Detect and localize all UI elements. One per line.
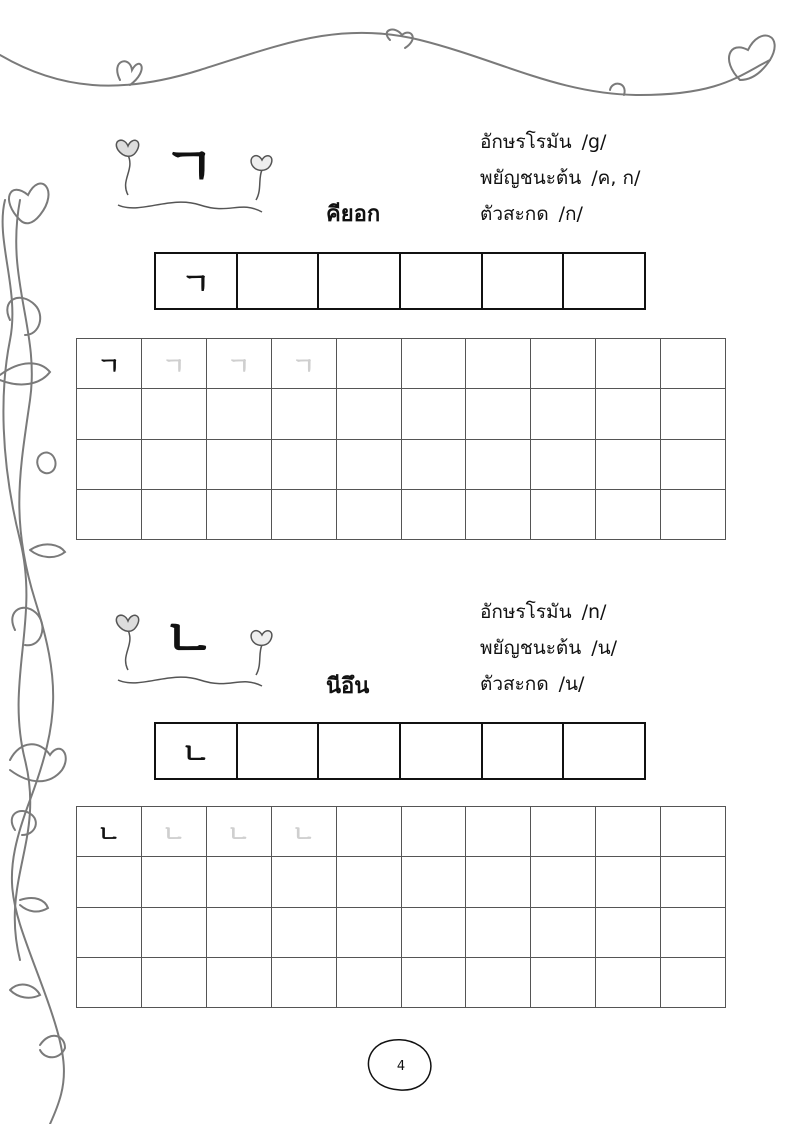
romanization-value: /g/	[581, 131, 607, 153]
grid-cell[interactable]	[402, 339, 467, 389]
box-cell[interactable]	[319, 254, 401, 308]
grid-cell[interactable]	[142, 857, 207, 907]
box-cell[interactable]	[564, 254, 644, 308]
grid-cell[interactable]	[596, 339, 661, 389]
grid-cell[interactable]	[337, 958, 402, 1008]
grid-cell-trace[interactable]: ㄱ	[272, 339, 337, 389]
grid-cell[interactable]	[596, 389, 661, 439]
grid-cell[interactable]	[466, 339, 531, 389]
grid-cell-example: ㄴ	[77, 807, 142, 857]
section-1-letter: ㄱ	[163, 135, 216, 198]
grid-cell[interactable]	[207, 958, 272, 1008]
grid-cell[interactable]	[531, 958, 596, 1008]
grid-cell[interactable]	[207, 857, 272, 907]
grid-cell[interactable]	[596, 908, 661, 958]
section-2-box-row	[154, 722, 646, 780]
grid-cell[interactable]	[402, 807, 467, 857]
grid-cell[interactable]	[466, 490, 531, 540]
grid-cell[interactable]	[142, 389, 207, 439]
box-cell-example: ㄱ	[156, 254, 238, 308]
section-2-info	[480, 594, 617, 702]
grid-cell-example: ㄱ	[77, 339, 142, 389]
grid-cell-trace[interactable]: ㄱ	[207, 339, 272, 389]
grid-cell-trace[interactable]: ㄴ	[207, 807, 272, 857]
grid-cell[interactable]	[337, 807, 402, 857]
romanization-label: อักษรโรมัน	[480, 601, 572, 623]
grid-cell[interactable]	[466, 389, 531, 439]
grid-cell[interactable]	[337, 857, 402, 907]
grid-cell[interactable]	[272, 958, 337, 1008]
grid-cell[interactable]	[77, 440, 142, 490]
grid-cell[interactable]	[531, 490, 596, 540]
final-value: /น/	[558, 673, 585, 695]
grid-cell[interactable]	[661, 958, 726, 1008]
initial-value: /ค, ก/	[591, 167, 641, 189]
box-cell-example: ㄴ	[156, 724, 238, 778]
grid-cell[interactable]	[77, 389, 142, 439]
box-cell[interactable]	[401, 254, 483, 308]
box-cell[interactable]	[483, 724, 565, 778]
section-1-box-row	[154, 252, 646, 310]
grid-cell[interactable]	[207, 389, 272, 439]
grid-cell[interactable]	[466, 440, 531, 490]
grid-cell[interactable]	[142, 958, 207, 1008]
grid-cell[interactable]	[272, 389, 337, 439]
grid-cell[interactable]	[142, 908, 207, 958]
grid-cell[interactable]	[402, 490, 467, 540]
grid-cell[interactable]	[337, 339, 402, 389]
grid-cell[interactable]	[596, 807, 661, 857]
grid-cell[interactable]	[531, 339, 596, 389]
romanization-value: /n/	[581, 601, 607, 623]
grid-cell[interactable]	[466, 857, 531, 907]
grid-cell[interactable]	[531, 908, 596, 958]
box-cell[interactable]	[238, 254, 320, 308]
grid-cell[interactable]	[531, 389, 596, 439]
grid-cell[interactable]	[402, 857, 467, 907]
box-cell[interactable]	[238, 724, 320, 778]
box-cell[interactable]	[319, 724, 401, 778]
section-1-info	[480, 124, 640, 232]
grid-cell[interactable]	[402, 440, 467, 490]
grid-cell[interactable]	[661, 908, 726, 958]
grid-cell[interactable]	[77, 490, 142, 540]
box-cell[interactable]	[401, 724, 483, 778]
grid-cell[interactable]	[531, 857, 596, 907]
grid-cell[interactable]	[466, 908, 531, 958]
grid-cell[interactable]	[661, 490, 726, 540]
grid-cell[interactable]	[466, 958, 531, 1008]
grid-cell[interactable]	[77, 857, 142, 907]
box-cell[interactable]	[564, 724, 644, 778]
grid-cell[interactable]	[142, 440, 207, 490]
grid-cell[interactable]	[402, 958, 467, 1008]
grid-cell[interactable]	[337, 389, 402, 439]
grid-cell[interactable]	[596, 857, 661, 907]
section-1-letter-name: คียอก	[326, 202, 381, 227]
page-number: 4	[396, 1058, 406, 1074]
initial-label: พยัญชนะต้น	[480, 637, 582, 659]
grid-cell[interactable]	[272, 857, 337, 907]
initial-label: พยัญชนะต้น	[480, 167, 582, 189]
grid-cell[interactable]	[337, 440, 402, 490]
section-1-practice-grid	[76, 338, 726, 540]
grid-cell[interactable]	[661, 807, 726, 857]
grid-cell[interactable]	[661, 857, 726, 907]
grid-cell[interactable]	[402, 908, 467, 958]
grid-cell[interactable]	[272, 908, 337, 958]
grid-cell-trace[interactable]: ㄱ	[142, 339, 207, 389]
grid-cell[interactable]	[207, 908, 272, 958]
grid-cell[interactable]	[207, 490, 272, 540]
grid-cell[interactable]	[337, 908, 402, 958]
grid-cell[interactable]	[337, 490, 402, 540]
box-cell[interactable]	[483, 254, 565, 308]
grid-cell[interactable]	[661, 440, 726, 490]
grid-cell[interactable]	[77, 908, 142, 958]
grid-cell[interactable]	[531, 440, 596, 490]
section-2-practice-grid	[76, 806, 726, 1008]
final-value: /ก/	[558, 203, 583, 225]
romanization-label: อักษรโรมัน	[480, 131, 572, 153]
section-2-letter-name: นีอึน	[326, 674, 370, 699]
grid-cell[interactable]	[142, 490, 207, 540]
grid-cell[interactable]	[272, 440, 337, 490]
final-label: ตัวสะกด	[480, 673, 549, 695]
grid-cell[interactable]	[661, 389, 726, 439]
grid-cell[interactable]	[596, 440, 661, 490]
grid-cell[interactable]	[207, 440, 272, 490]
section-2-letter: ㄴ	[163, 607, 216, 670]
initial-value: /น/	[591, 637, 618, 659]
grid-cell[interactable]	[77, 958, 142, 1008]
grid-cell[interactable]	[466, 807, 531, 857]
grid-cell-trace[interactable]: ㄴ	[272, 807, 337, 857]
grid-cell[interactable]	[531, 807, 596, 857]
grid-cell[interactable]	[596, 490, 661, 540]
grid-cell[interactable]	[272, 490, 337, 540]
grid-cell-trace[interactable]: ㄴ	[142, 807, 207, 857]
grid-cell[interactable]	[661, 339, 726, 389]
grid-cell[interactable]	[402, 389, 467, 439]
final-label: ตัวสะกด	[480, 203, 549, 225]
grid-cell[interactable]	[596, 958, 661, 1008]
